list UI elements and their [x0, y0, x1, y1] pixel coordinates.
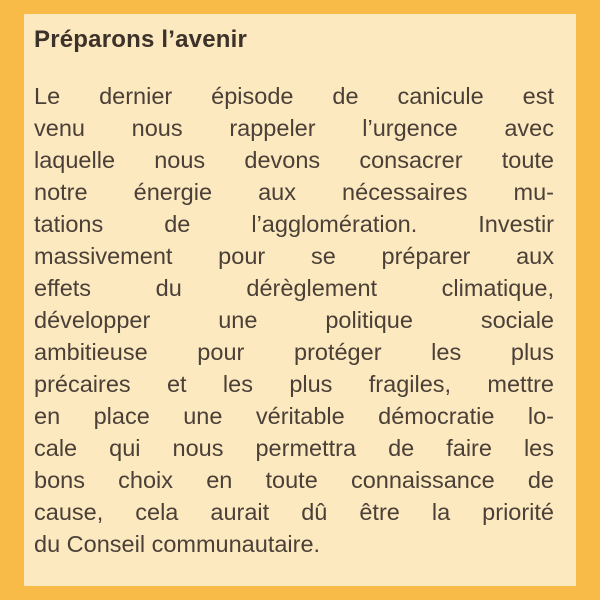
- body-line-last: du Conseil communautaire.: [34, 531, 321, 557]
- body-line: Le dernier épisode de canicule est: [34, 83, 554, 109]
- body-line: développer une politique sociale: [34, 307, 554, 333]
- body-line: précaires et les plus fragiles, mettre: [34, 371, 554, 397]
- body-line: laquelle nous devons consacrer toute: [34, 147, 554, 173]
- body-line: cause, cela aurait dû être la priorité: [34, 499, 554, 525]
- article-body: [34, 80, 554, 560]
- body-line: notre énergie aux nécessaires mu-: [34, 179, 554, 205]
- body-line: ambitieuse pour protéger les plus: [34, 339, 554, 365]
- body-line: cale qui nous permettra de faire les: [34, 435, 554, 461]
- body-line: bons choix en toute connaissance de: [34, 467, 554, 493]
- body-line: massivement pour se préparer aux: [34, 243, 554, 269]
- article-title: Préparons l’avenir: [34, 26, 248, 53]
- body-line: tations de l’agglomération. Investir: [34, 211, 554, 237]
- body-line: en place une véritable démocratie lo-: [34, 403, 554, 429]
- body-line: venu nous rappeler l’urgence avec: [34, 115, 554, 141]
- body-line: effets du dérèglement climatique,: [34, 275, 554, 301]
